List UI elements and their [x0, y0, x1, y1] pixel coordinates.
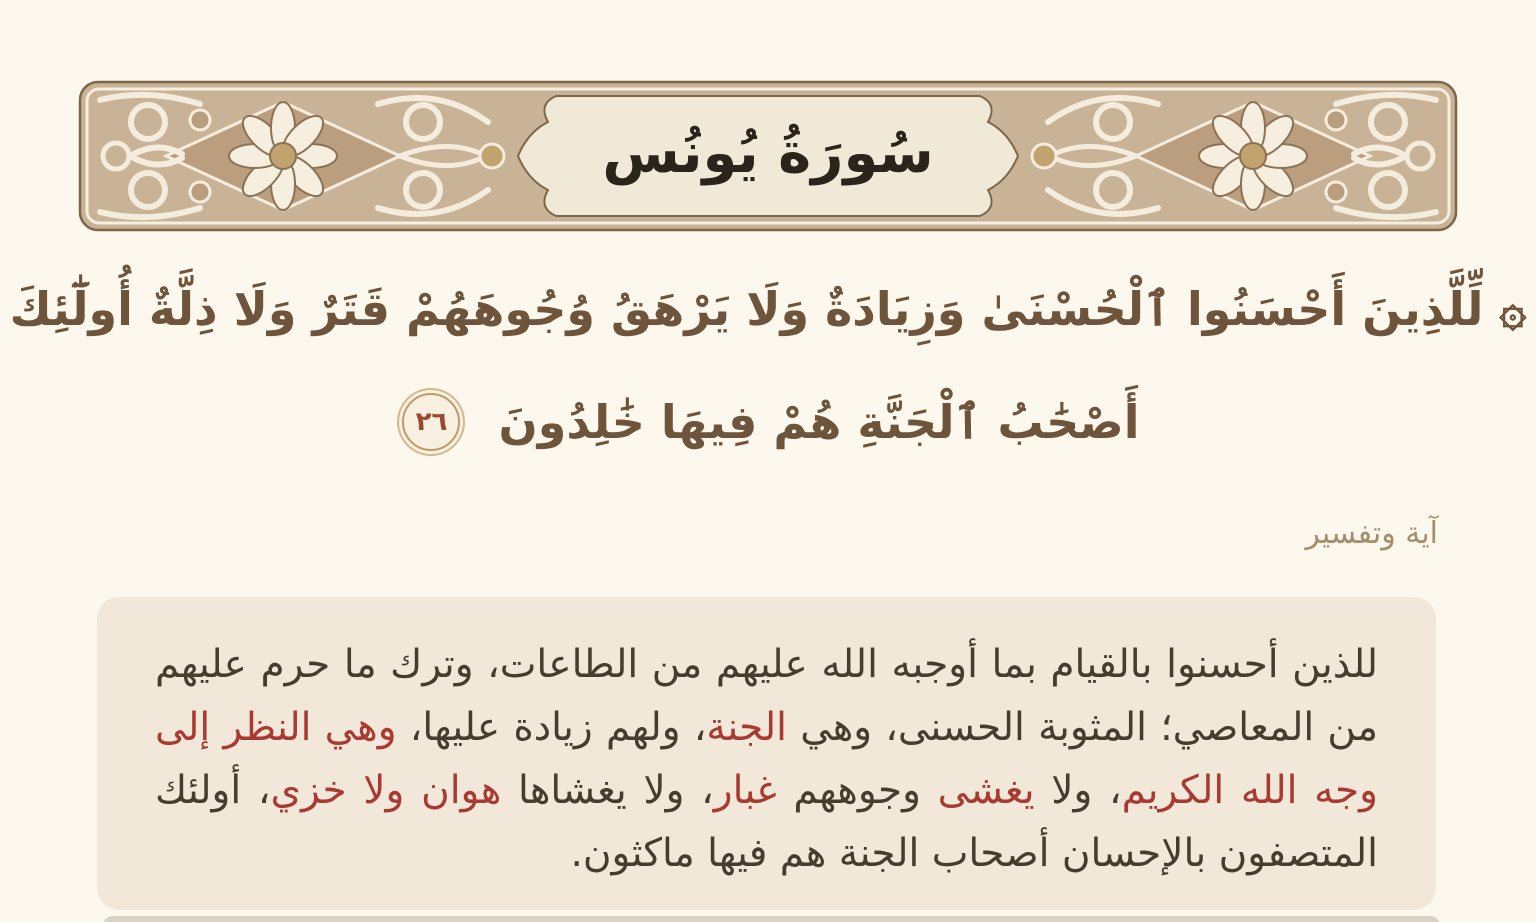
tafsir-highlight-segment: هوان ولا خزي	[270, 768, 502, 813]
tafsir-text-segment: ، ولا يغشاها	[501, 768, 714, 813]
surah-title: سُورَةُ يُونُس	[602, 120, 934, 186]
ayah-number: ٢٦	[415, 406, 448, 437]
tafsir-highlight-segment: غبار	[713, 768, 777, 813]
tafsir-text-segment: ، ولا	[1034, 768, 1122, 813]
verse-line-1: ۞ لِّلَّذِينَ أَحْسَنُوا ٱلْحُسْنَىٰ وَزِيَادَةٌ وَلَا يَرْهَقُ وُجُوهَهُمْ قَتَرٌ وَلَا ذِلَّةٌ أُولَٰٓئِكَ	[9, 282, 1527, 336]
section-label-ayah-tafsir: آية وتفسير	[1305, 516, 1438, 551]
tafsir-text-segment: ، ولهم زيادة عليها،	[396, 705, 707, 750]
tafsir-text-segment: للذين أحسنوا بالقيام بما أوجبه الله عليهم من الطاعات، وترك ما حرم عليهم من المعاصي؛ المثوبة الحسنى، وهي	[155, 642, 1378, 750]
tafsir-text-segment: ، أولئك المتصفون بالإحسان أصحاب الجنة هم فيها ماكثون.	[155, 768, 1378, 876]
verse-line-2	[0, 370, 1536, 474]
surah-banner	[78, 80, 1458, 232]
tafsir-text-segment: وجوههم	[776, 768, 938, 813]
tafsir-highlight-segment: يغشى	[937, 768, 1035, 813]
tafsir-text	[155, 633, 1378, 885]
tafsir-highlight-segment: الجنة	[706, 705, 787, 750]
verse-line-2-text: أَصْحَٰبُ ٱلْجَنَّةِ هُمْ فِيهَا خَٰلِدُونَ	[498, 395, 1140, 449]
quran-verse	[0, 248, 1536, 474]
tafsir-card	[97, 597, 1436, 910]
tafsir-highlight-segment: وهي النظر إلى وجه الله الكريم	[155, 705, 1378, 813]
next-card-edge	[103, 916, 1440, 922]
ayah-number-medallion	[402, 393, 460, 451]
